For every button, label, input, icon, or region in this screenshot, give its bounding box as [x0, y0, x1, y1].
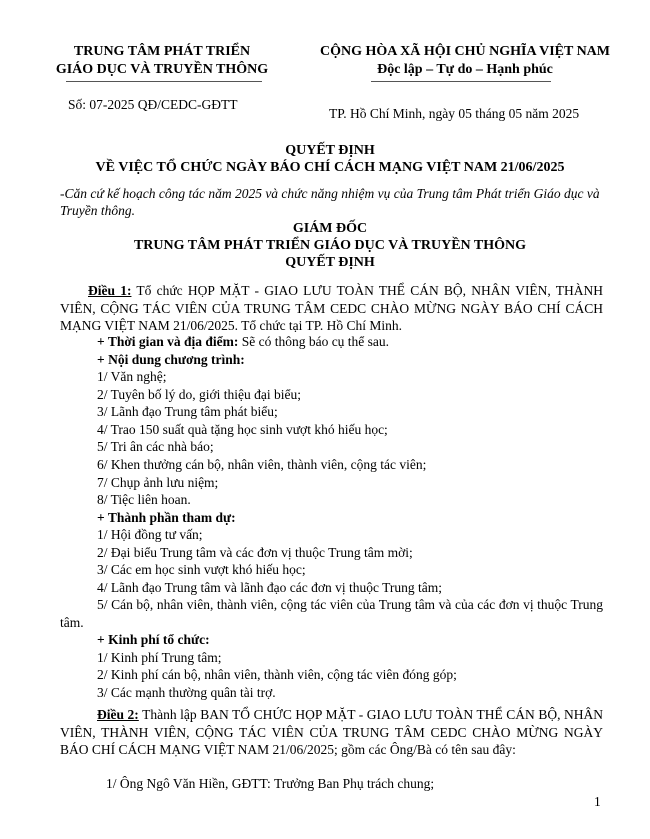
- country-name: CỘNG HÒA XÃ HỘI CHỦ NGHĨA VIỆT NAM: [319, 44, 610, 59]
- funding-label: + Kinh phí tổ chức:: [97, 632, 210, 647]
- document-number: Số: 07-2025 QĐ/CEDC-GĐTT: [68, 97, 238, 112]
- page-number: 1: [594, 794, 601, 809]
- time-place-text: Sẽ có thông báo cụ thể sau.: [238, 334, 390, 349]
- org-name: [30, 43, 294, 79]
- participant-item: 2/ Đại biểu Trung tâm và các đơn vị thuộc Trung tâm mời;: [97, 545, 413, 560]
- program-item: 4/ Trao 150 suất quà tặng học sinh vượt khó hiếu học;: [97, 422, 388, 437]
- org-name-line1: TRUNG TÂM PHÁT TRIỂN: [73, 44, 251, 59]
- participant-item: 4/ Lãnh đạo Trung tâm và lãnh đạo các đơn vị thuộc Trung tâm;: [97, 580, 442, 595]
- org-name-line2: GIÁO DỤC VÀ TRUYỀN THÔNG: [55, 62, 269, 77]
- article-2-label: Điều 2:: [97, 707, 139, 722]
- motto-underline: [371, 81, 551, 82]
- program-item: 6/ Khen thưởng cán bộ, nhân viên, thành viên, cộng tác viên;: [97, 457, 427, 472]
- funding-item: 2/ Kinh phí cán bộ, nhân viên, thành viên, cộng tác viên đóng góp;: [97, 667, 457, 682]
- program-item: 1/ Văn nghệ;: [97, 369, 167, 384]
- authority-org: TRUNG TÂM PHÁT TRIỂN GIÁO DỤC VÀ TRUYỀN THÔNG: [133, 238, 527, 253]
- article-1-label: Điều 1:: [88, 283, 132, 298]
- time-place: [97, 333, 389, 351]
- participant-item: 1/ Hội đồng tư vấn;: [97, 527, 203, 542]
- decision-title: [30, 142, 630, 176]
- article-2-text: [60, 706, 603, 759]
- participant-item: 3/ Các em học sinh vượt khó hiếu học;: [97, 562, 306, 577]
- article-1-text: [60, 282, 603, 335]
- article-2-body: Thành lập BAN TỔ CHỨC HỌP MẶT - GIAO LƯU TOÀN THỂ CÁN BỘ, NHÂN VIÊN, THÀNH VIÊN, CỘNG TÁC VIÊN CỦA TRUNG TÂM CEDC CHÀO MỪNG NGÀY BÁO CHÍ CÁCH MẠNG VIỆT NAM 21/06/2025; gồm các Ông/Bà có tên sau đây:: [60, 707, 604, 758]
- program-item: 3/ Lãnh đạo Trung tâm phát biểu;: [97, 404, 278, 419]
- participants-label: + Thành phần tham dự:: [97, 510, 236, 525]
- program-item: 5/ Tri ân các nhà báo;: [97, 439, 214, 454]
- national-motto: Độc lập – Tự do – Hạnh phúc: [377, 62, 553, 77]
- committee-member: 1/ Ông Ngô Văn Hiền, GĐTT: Trưởng Ban Phụ trách chung;: [106, 776, 435, 791]
- article-1-body: Tổ chức HỌP MẶT - GIAO LƯU TOÀN THỂ CÁN BỘ, NHÂN VIÊN, THÀNH VIÊN, CỘNG TÁC VIÊN CỦA TRUNG TÂM CEDC CHÀO MỪNG NGÀY BÁO CHÍ CÁCH MẠNG VIỆT NAM 21/06/2025. Tổ chức tại TP. Hồ Chí Minh.: [60, 283, 604, 334]
- legal-basis: -Căn cứ kế hoạch công tác năm 2025 và chức năng nhiệm vụ của Trung tâm Phát triển Giáo dục và Truyền thông.: [60, 186, 600, 218]
- participant-item: 5/ Cán bộ, nhân viên, thành viên, cộng tác viên của Trung tâm và của các đơn vị thuộc Trung tâm.: [60, 597, 603, 630]
- decision-title-line1: QUYẾT ĐỊNH: [285, 143, 375, 158]
- funding-item: 1/ Kinh phí Trung tâm;: [97, 650, 222, 665]
- authority-decides: QUYẾT ĐỊNH: [285, 255, 375, 270]
- program-label: + Nội dung chương trình:: [97, 352, 245, 367]
- time-place-label: + Thời gian và địa điểm:: [97, 334, 239, 349]
- authority-block: [30, 220, 630, 271]
- program-item: 8/ Tiệc liên hoan.: [97, 492, 191, 507]
- org-underline: [66, 81, 262, 82]
- authority-title: GIÁM ĐỐC: [292, 221, 368, 236]
- program-item: 7/ Chụp ảnh lưu niệm;: [97, 475, 219, 490]
- funding-item: 3/ Các mạnh thường quân tài trợ.: [97, 685, 276, 700]
- place-date: TP. Hồ Chí Minh, ngày 05 tháng 05 năm 2025: [329, 106, 580, 121]
- national-title: [300, 43, 630, 79]
- decision-title-line2: VỀ VIỆC TỔ CHỨC NGÀY BÁO CHÍ CÁCH MẠNG VIỆT NAM 21/06/2025: [95, 160, 565, 175]
- program-item: 2/ Tuyên bố lý do, giới thiệu đại biểu;: [97, 387, 302, 402]
